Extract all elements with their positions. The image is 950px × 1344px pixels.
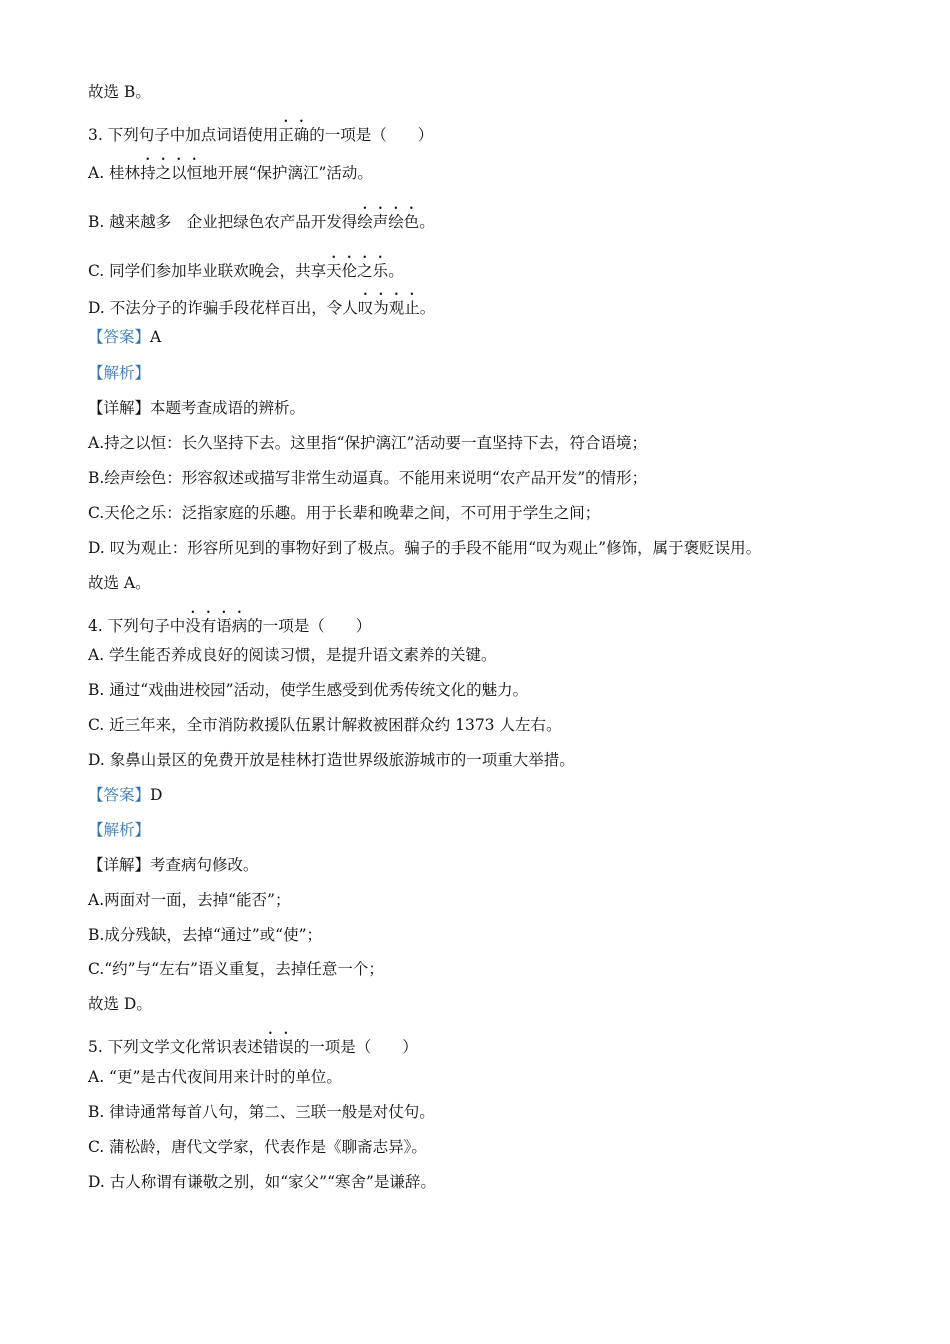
q3-explanation-b: B.绘声绘色：形容叙述或描写非常生动逼真。不能用来说明“农产品开发”的情形； bbox=[88, 469, 648, 487]
answer-value: A bbox=[150, 328, 162, 346]
q5-option-a: A. “更”是古代夜间用来计时的单位。 bbox=[88, 1068, 342, 1086]
q4-answer bbox=[88, 785, 162, 805]
q4-option-d: D. 象鼻山景区的免费开放是桂林打造世界级旅游城市的一项重大举措。 bbox=[88, 751, 575, 769]
q3-explanation-d: D. 叹为观止：形容所见到的事物好到了极点。骗子的手段不能用“叹为观止”修饰，属于褒贬误用。 bbox=[88, 539, 762, 557]
emphasis-dot-word: 没有语病 bbox=[185, 617, 248, 635]
q4-explanation-b: B.成分残缺，去掉“通过”或“使”； bbox=[88, 926, 323, 944]
q4-option-a: A. 学生能否养成良好的阅读习惯，是提升语文素养的关键。 bbox=[88, 646, 497, 664]
q5-option-d: D. 古人称谓有谦敬之别，如“家父”“寒舍”是谦辞。 bbox=[88, 1173, 436, 1191]
q4-conclusion: 故选 D。 bbox=[88, 995, 152, 1013]
q3-answer bbox=[88, 327, 161, 347]
emphasis-dot-word: 持之以恒 bbox=[140, 164, 203, 182]
q3-option-a: A. 桂林持之以恒地开展“保护漓江”活动。 bbox=[88, 164, 373, 182]
q4-explanation-c: C.“约”与“左右”语义重复，去掉任意一个； bbox=[88, 960, 384, 978]
q3-option-d: D. 不法分子的诈骗手段花样百出，令人叹为观止。 bbox=[88, 299, 436, 317]
q3-stem: 3. 下列句子中加点词语使用正确的一项是（ ） bbox=[88, 126, 434, 144]
q3-option-c: C. 同学们参加毕业联欢晚会，共享天伦之乐。 bbox=[88, 262, 404, 280]
q3-explanation-c: C.天伦之乐：泛指家庭的乐趣。用于长辈和晚辈之间，不可用于学生之间； bbox=[88, 504, 601, 522]
q4-option-b: B. 通过“戏曲进校园”活动，使学生感受到优秀传统文化的魅力。 bbox=[88, 681, 529, 699]
q4-analysis-label: 【解析】 bbox=[88, 821, 151, 839]
emphasis-dot-word: 绘声绘色 bbox=[357, 213, 420, 231]
answer-value: D bbox=[150, 786, 163, 804]
emphasis-dot-word: 错误 bbox=[262, 1038, 294, 1056]
q5-option-b: B. 律诗通常每首八句，第二、三联一般是对仗句。 bbox=[88, 1103, 435, 1121]
q3-analysis-label: 【解析】 bbox=[88, 364, 151, 382]
q3-detail: 【详解】本题考查成语的辨析。 bbox=[88, 399, 306, 417]
answer-label: 【答案】 bbox=[88, 786, 151, 804]
q3-option-b: B. 越来越多 企业把绿色农产品开发得绘声绘色。 bbox=[88, 213, 435, 231]
q3-explanation-a: A.持之以恒：长久坚持下去。这里指“保护漓江”活动要一直坚持下去，符合语境； bbox=[88, 434, 647, 452]
answer-label: 【答案】 bbox=[88, 328, 151, 346]
emphasis-dot-word: 叹为观止 bbox=[357, 299, 420, 317]
q3-conclusion: 故选 A。 bbox=[88, 574, 151, 592]
q4-stem: 4. 下列句子中没有语病的一项是（ ） bbox=[88, 617, 372, 635]
q4-explanation-a: A.两面对一面，去掉“能否”； bbox=[88, 891, 291, 909]
q4-detail: 【详解】考查病句修改。 bbox=[88, 856, 259, 874]
q2-conclusion: 故选 B。 bbox=[88, 83, 151, 101]
q5-stem: 5. 下列文学文化常识表述错误的一项是（ ） bbox=[88, 1038, 418, 1056]
emphasis-dot-word: 正确 bbox=[278, 126, 310, 144]
q4-option-c: C. 近三年来，全市消防救援队伍累计解救被困群众约 1373 人左右。 bbox=[88, 716, 562, 734]
emphasis-dot-word: 天伦之乐 bbox=[326, 262, 389, 280]
q5-option-c: C. 蒲松龄，唐代文学家，代表作是《聊斋志异》。 bbox=[88, 1138, 427, 1156]
